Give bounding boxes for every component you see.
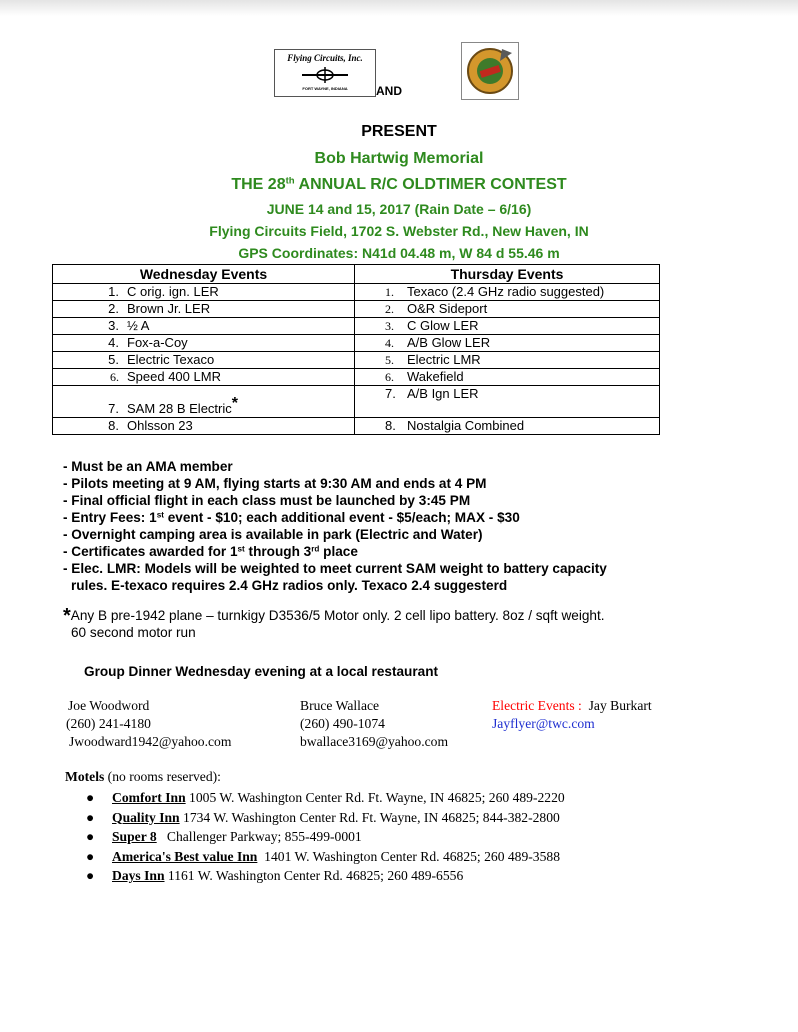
table-row: 3. ½ A 3. C Glow LER <box>53 318 660 335</box>
rule-line: - Entry Fees: 1st event - $10; each additional event - $5/each; MAX - $30 <box>63 510 520 525</box>
footnote-line: 60 second motor run <box>71 625 196 640</box>
bullet-icon: ● <box>86 809 95 825</box>
contact-name: Bruce Wallace <box>300 698 380 713</box>
contact-joe <box>66 697 231 751</box>
wednesday-event: ½ A <box>127 318 150 333</box>
bullet-icon: ● <box>86 848 95 864</box>
rule-line: - Overnight camping area is available in park (Electric and Water) <box>63 527 483 542</box>
electric-events-label: Electric Events : <box>492 698 582 713</box>
thursday-event: A/B Glow LER <box>407 335 491 350</box>
gps-coordinates: GPS Coordinates: N41d 04.48 m, W 84 d 55.46 m <box>238 245 560 261</box>
memorial-title: Bob Hartwig Memorial <box>314 150 484 167</box>
contest-rules <box>63 458 607 594</box>
club-emblem-logo <box>461 42 519 100</box>
list-item <box>86 847 565 867</box>
wednesday-event: Ohlsson 23 <box>127 418 193 433</box>
footnote-line: Any B pre-1942 plane – turnkigy D3536/5 Motor only. 2 cell lipo battery. 8oz / sqft weight. <box>70 608 605 623</box>
events-table <box>52 264 660 435</box>
flying-circuits-location: FORT WAYNE, INDIANA <box>302 86 348 91</box>
motel-details: 1401 W. Washington Center Rd. 46825; 260 489-3588 <box>264 848 560 864</box>
motel-details: 1161 W. Washington Center Rd. 46825; 260 489-6556 <box>167 868 464 883</box>
bullet-icon: ● <box>86 829 95 844</box>
wednesday-event: Fox-a-Coy <box>127 335 188 350</box>
motel-details: 1005 W. Washington Center Rd. Ft. Wayne, IN 46825; 260 489-2220 <box>189 790 565 805</box>
contact-phone: (260) 490-1074 <box>300 716 385 731</box>
wednesday-events-header: Wednesday Events <box>53 265 355 284</box>
motels-list <box>86 788 565 886</box>
thursday-events-header: Thursday Events <box>355 265 660 284</box>
footnote-asterisk: * <box>231 395 238 412</box>
emblem-icon <box>462 43 518 99</box>
contact-email[interactable]: Jayflyer@twc.com <box>492 716 595 731</box>
table-row: 5. Electric Texaco 5. Electric LMR <box>53 352 660 369</box>
rule-line: rules. E-texaco requires 2.4 GHz radios only. Texaco 2.4 suggesterd <box>71 578 508 593</box>
wednesday-event: Speed 400 LMR <box>127 369 221 384</box>
contact-name: Jay Burkart <box>588 698 652 713</box>
wednesday-event: C orig. ign. LER <box>127 284 219 299</box>
rule-line: - Final official flight in each class must be launched by 3:45 PM <box>63 493 471 508</box>
table-row: 7. SAM 28 B Electric* 7. A/B Ign LER <box>53 386 660 418</box>
motel-details: Challenger Parkway; 855-499-0001 <box>166 829 362 844</box>
table-row: 2. Brown Jr. LER 2. O&R Sideport <box>53 301 660 318</box>
wednesday-event: Electric Texaco <box>127 352 215 367</box>
footnote-asterisk: * <box>63 605 71 627</box>
rule-line: - Pilots meeting at 9 AM, flying starts at 9:30 AM and ends at 4 PM <box>63 476 487 491</box>
wednesday-event: Brown Jr. LER <box>127 301 211 316</box>
contact-bruce <box>300 697 448 751</box>
contact-electric-events <box>492 697 652 733</box>
table-row: 8. Ohlsson 23 8. Nostalgia Combined <box>53 418 660 435</box>
motels-title: Motels (no rooms reserved): <box>65 769 221 784</box>
motel-name: Super 8 <box>112 829 157 844</box>
thursday-event: Electric LMR <box>407 352 481 367</box>
flying-circuits-logo-text: Flying Circuits, Inc. <box>287 53 363 63</box>
table-row: 1. C orig. ign. LER 1. Texaco (2.4 GHz radio suggested) <box>53 284 660 301</box>
contact-email: Jwoodward1942@yahoo.com <box>69 734 232 749</box>
table-row: 6. Speed 400 LMR 6. Wakefield <box>53 369 660 386</box>
motel-name: Comfort Inn <box>112 790 186 805</box>
motel-name: Days Inn <box>112 868 165 883</box>
contact-email: bwallace3169@yahoo.com <box>300 734 449 749</box>
list-item <box>86 788 565 808</box>
group-dinner-note: Group Dinner Wednesday evening at a local restaurant <box>84 664 439 679</box>
rule-line: - Must be an AMA member <box>63 459 233 474</box>
motel-details: 1734 W. Washington Center Rd. Ft. Wayne, IN 46825; 844-382-2800 <box>183 809 560 825</box>
thursday-event: Wakefield <box>407 369 464 384</box>
thursday-event: C Glow LER <box>407 318 479 333</box>
list-item <box>86 808 565 828</box>
and-text: AND <box>376 84 402 98</box>
rule-line: - Certificates awarded for 1st through 3rd place <box>63 544 358 559</box>
list-item <box>86 866 565 886</box>
contact-phone: (260) 241-4180 <box>66 716 151 731</box>
footnote <box>63 606 605 641</box>
rule-line: - Elec. LMR: Models will be weighted to meet current SAM weight to battery capacity <box>63 561 607 576</box>
field-address: Flying Circuits Field, 1702 S. Webster Rd., New Haven, IN <box>209 223 589 239</box>
contest-title: THE 28th ANNUAL R/C OLDTIMER CONTEST <box>231 175 567 193</box>
table-row: 4. Fox-a-Coy 4. A/B Glow LER <box>53 335 660 352</box>
thursday-event: Nostalgia Combined <box>407 418 525 433</box>
bullet-icon: ● <box>86 868 95 883</box>
contact-name: Joe Woodword <box>68 698 150 713</box>
wednesday-event: SAM 28 B Electric <box>127 401 232 416</box>
thursday-event: O&R Sideport <box>407 301 488 316</box>
bullet-icon: ● <box>86 790 95 805</box>
viewer-top-shade <box>0 0 798 16</box>
thursday-event: A/B Ign LER <box>407 386 479 401</box>
motel-name: Quality Inn <box>112 809 180 825</box>
motel-name: America's Best value Inn <box>112 848 258 864</box>
flying-circuits-logo <box>274 49 376 97</box>
present-heading: PRESENT <box>361 123 437 140</box>
thursday-event: Texaco (2.4 GHz radio suggested) <box>407 284 605 299</box>
contest-dates: JUNE 14 and 15, 2017 (Rain Date – 6/16) <box>266 201 532 217</box>
airplane-icon <box>300 65 350 85</box>
list-item <box>86 827 565 847</box>
